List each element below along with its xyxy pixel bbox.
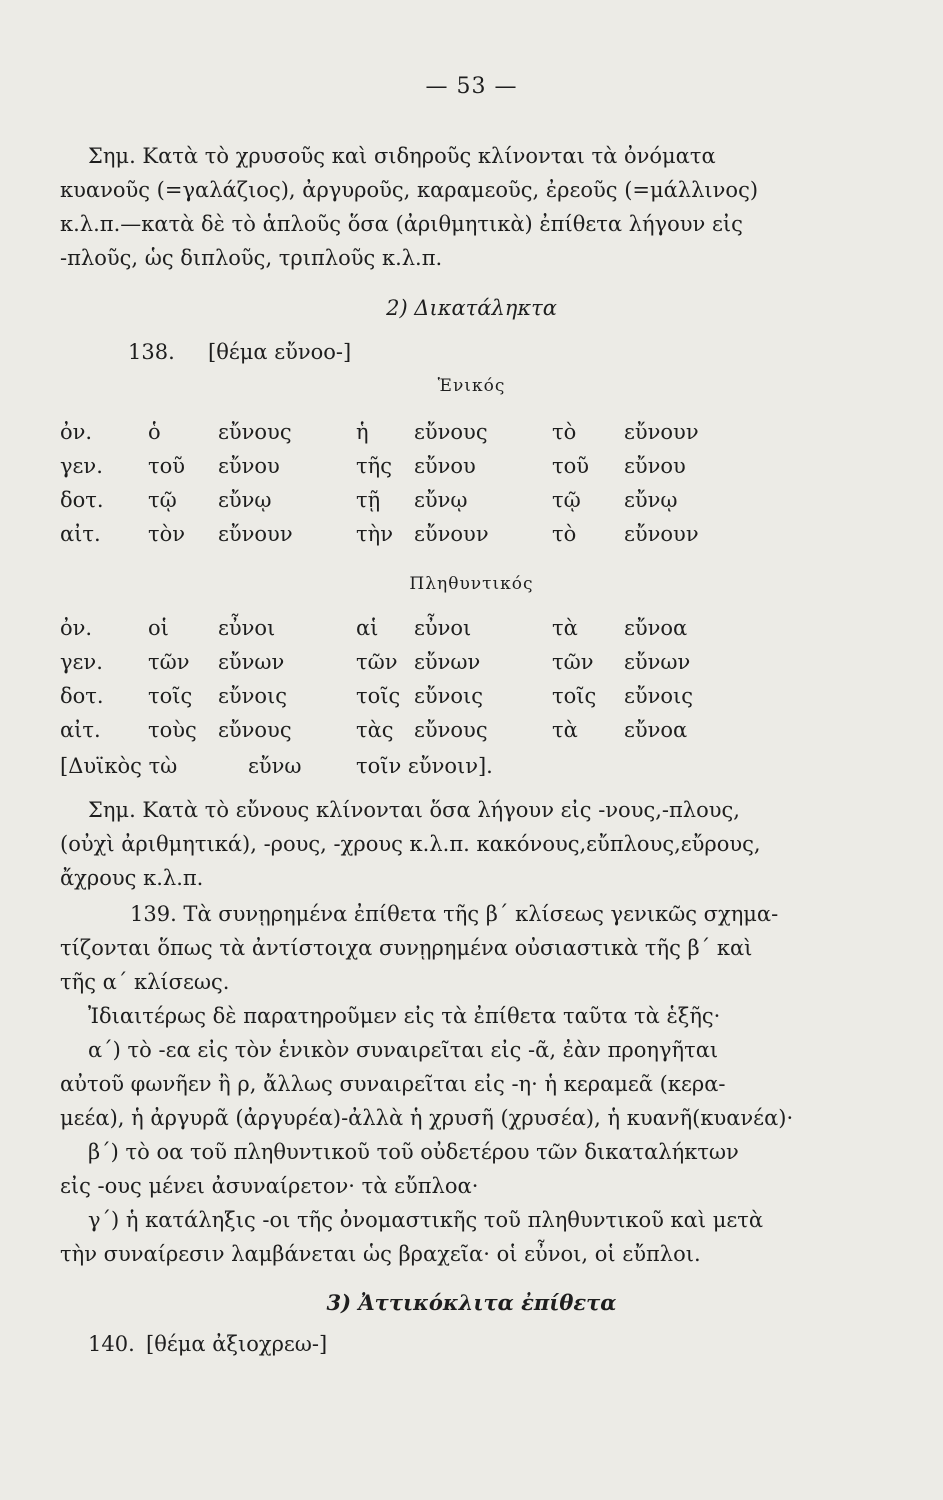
- text-line: 139. Τὰ συνῃρημένα ἐπίθετα τῆς β΄ κλίσεως γενικῶς σχημα-: [130, 902, 779, 926]
- table-cell: εὖνοι: [414, 616, 472, 640]
- table-cell: εὔνοις: [624, 684, 694, 708]
- table-cell: τοῖς: [552, 684, 597, 708]
- table-cell: εὔνῳ: [218, 488, 272, 512]
- text-line: -πλοῦς, ὡς διπλοῦς, τριπλοῦς κ.λ.π.: [60, 246, 443, 270]
- table-cell: τοῦ: [552, 454, 590, 478]
- table-cell: εὔνων: [624, 650, 691, 674]
- section-3-heading: 3) Ἀττικόκλιτα ἐπίθετα: [326, 1290, 617, 1315]
- table-cell: τοῖς: [148, 684, 193, 708]
- text-line: α΄) τὸ -εα εἰς τὸν ἑνικὸν συναιρεῖται εἰς -ᾶ, ἐὰν προηγῆται: [88, 1038, 719, 1062]
- table-cell: εὔνους: [218, 420, 292, 444]
- dual-form: εὔνω: [248, 754, 302, 778]
- table-cell: τῆς: [356, 454, 392, 478]
- table-cell: εὔνου: [624, 454, 686, 478]
- table-cell: εὔνῳ: [414, 488, 468, 512]
- text-line: Σημ. Κατὰ τὸ χρυσοῦς καὶ σιδηροῦς κλίνονται τὰ ὀνόματα: [88, 144, 716, 168]
- table-cell: εὔνοις: [218, 684, 288, 708]
- table-cell: τῶν: [552, 650, 594, 674]
- table-cell: εὔνου: [414, 454, 476, 478]
- case-label: αἰτ.: [60, 718, 101, 742]
- text-line: Ἰδιαιτέρως δὲ παρατηροῦμεν εἰς τὰ ἐπίθετα ταῦτα τὰ ἑξῆς·: [88, 1004, 721, 1028]
- table-cell: τῶν: [356, 650, 398, 674]
- singular-heading: Ἑνικός: [437, 376, 506, 396]
- table-cell: τῷ: [148, 488, 177, 512]
- text-line: Σημ. Κατὰ τὸ εὔνους κλίνονται ὅσα λήγουν εἰς -νους,-πλους,: [88, 798, 740, 822]
- text-line: τίζονται ὅπως τὰ ἀντίστοιχα συνῃρημένα οὐσιαστικὰ τῆς β΄ καὶ: [60, 936, 753, 960]
- table-cell: εὔνων: [218, 650, 285, 674]
- paragraph-140-theme: [θέμα ἀξιοχρεω-]: [146, 1332, 328, 1356]
- table-cell: εὔνοις: [414, 684, 484, 708]
- case-label: ὀν.: [60, 616, 93, 640]
- paragraph-138-theme: [θέμα εὔνοο-]: [208, 340, 352, 364]
- text-line: μεέα), ἡ ἀργυρᾶ (ἀργυρέα)-ἀλλὰ ἡ χρυσῆ (χρυσέα), ἡ κυανῆ(κυανέα)·: [60, 1106, 794, 1130]
- case-label: δοτ.: [60, 488, 104, 512]
- table-cell: εὔνους: [218, 718, 292, 742]
- table-cell: εὔνοα: [624, 718, 688, 742]
- paragraph-140-number: 140.: [88, 1332, 135, 1356]
- case-label: αἰτ.: [60, 522, 101, 546]
- text-line: β΄) τὸ οα τοῦ πληθυντικοῦ τοῦ οὐδετέρου τῶν δικαταλήκτων: [88, 1140, 739, 1164]
- table-cell: τὰ: [552, 718, 578, 742]
- case-label: δοτ.: [60, 684, 104, 708]
- case-label: γεν.: [60, 454, 103, 478]
- text-line: ἄχρους κ.λ.π.: [60, 866, 204, 890]
- text-line: αὐτοῦ φωνῆεν ἢ ρ, ἄλλως συναιρεῖται εἰς -η· ἡ κεραμεᾶ (κερα-: [60, 1072, 726, 1096]
- table-cell: εὔνων: [414, 650, 481, 674]
- table-cell: τὸ: [552, 522, 577, 546]
- table-cell: τῶν: [148, 650, 190, 674]
- table-cell: εὔνουν: [218, 522, 293, 546]
- table-cell: τοῖς: [356, 684, 401, 708]
- dual-form: τοῖν εὔνοιν].: [356, 754, 493, 778]
- table-cell: ὁ: [148, 420, 161, 444]
- table-cell: εὔνουν: [414, 522, 489, 546]
- text-line: τῆς α΄ κλίσεως.: [60, 970, 230, 994]
- section-2-heading: 2) Δικατάληκτα: [386, 296, 557, 320]
- table-cell: εὔνῳ: [624, 488, 678, 512]
- table-cell: τὸ: [552, 420, 577, 444]
- table-cell: εὔνουν: [624, 522, 699, 546]
- table-cell: εὔνοα: [624, 616, 688, 640]
- text-line: εἰς -ους μένει ἀσυναίρετον· τὰ εὔπλοα·: [60, 1174, 479, 1198]
- table-cell: τὸν: [148, 522, 186, 546]
- table-cell: ἡ: [356, 420, 369, 444]
- plural-heading: Πληθυντικός: [409, 574, 534, 594]
- table-cell: τὴν: [356, 522, 393, 546]
- table-cell: εὔνους: [414, 420, 488, 444]
- table-cell: τῷ: [552, 488, 581, 512]
- table-cell: εὖνοι: [218, 616, 276, 640]
- case-label: γεν.: [60, 650, 103, 674]
- text-line: κ.λ.π.—κατὰ δὲ τὸ ἁπλοῦς ὅσα (ἀριθμητικὰ) ἐπίθετα λήγουν εἰς: [60, 212, 743, 236]
- table-cell: εὔνουν: [624, 420, 699, 444]
- table-cell: τοῦ: [148, 454, 186, 478]
- table-cell: οἱ: [148, 616, 169, 640]
- table-cell: τὰς: [356, 718, 394, 742]
- table-cell: τῇ: [356, 488, 381, 512]
- text-line: γ΄) ἡ κατάληξις -οι τῆς ὀνομαστικῆς τοῦ πληθυντικοῦ καὶ μετὰ: [88, 1208, 764, 1232]
- table-cell: αἱ: [356, 616, 379, 640]
- table-cell: εὔνου: [218, 454, 280, 478]
- table-cell: τὰ: [552, 616, 578, 640]
- dual-label: [Δυϊκὸς τὼ: [60, 754, 178, 778]
- case-label: ὀν.: [60, 420, 93, 444]
- paragraph-138-number: 138.: [128, 340, 175, 364]
- table-cell: εὔνους: [414, 718, 488, 742]
- text-line: κυανοῦς (=γαλάζιος), ἀργυροῦς, καραμεοῦς, ἐρεοῦς (=μάλλινος): [60, 178, 759, 202]
- text-line: (οὐχὶ ἀριθμητικά), -ρους, -χρους κ.λ.π. κακόνους,εὔπλους,εὔρους,: [60, 832, 761, 856]
- page-number: — 53 —: [425, 74, 518, 99]
- text-line: τὴν συναίρεσιν λαμβάνεται ὡς βραχεῖα· οἱ εὖνοι, οἱ εὔπλοι.: [60, 1242, 701, 1266]
- table-cell: τοὺς: [148, 718, 197, 742]
